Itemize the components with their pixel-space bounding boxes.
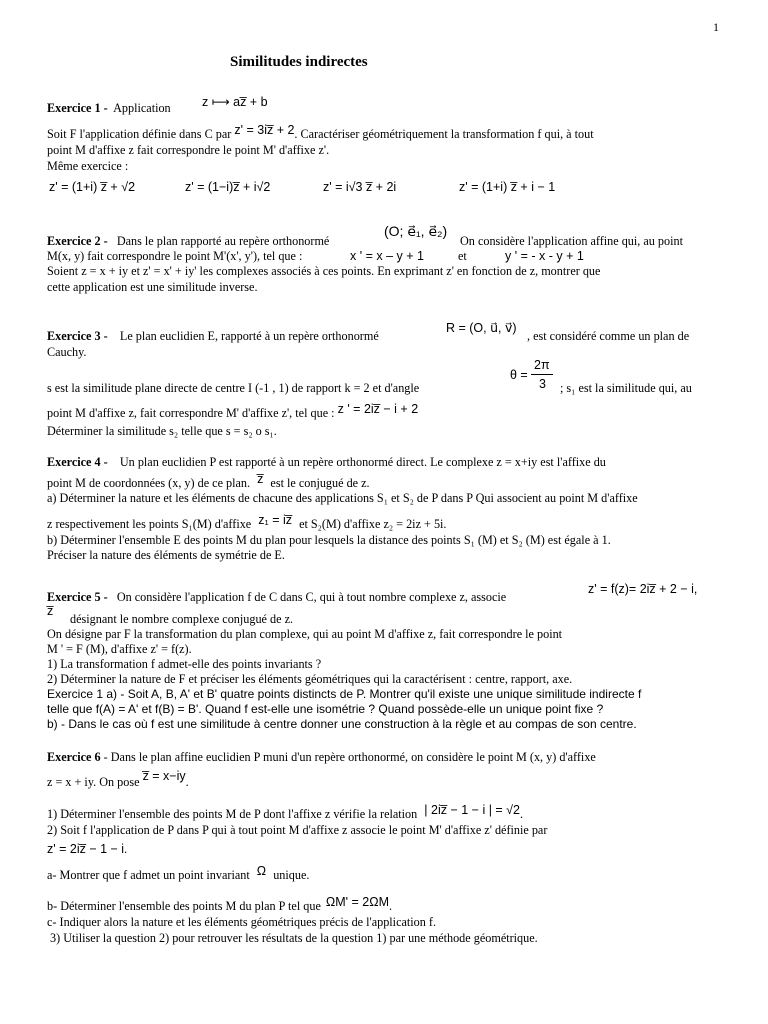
exercise-6-line-7	[47, 895, 393, 913]
exercise-4-line-6: Préciser la nature des éléments de symétrie de E.	[47, 548, 285, 562]
ex3-text-a: Le plan euclidien E, rapporté à un repère orthonormé	[119, 329, 379, 343]
exercise-1-formula-3: z' = i√3 z̅ + 2i	[323, 180, 397, 194]
ex4-text-1: Un plan euclidien P est rapporté à un repère orthonormé direct. Le complexe z = x+iy est l'affixe du	[119, 455, 606, 469]
exercise-4-label: Exercice 4 -	[47, 455, 108, 469]
exercise-6-line-5	[47, 842, 127, 856]
exercise-5-formula	[588, 582, 697, 596]
exercise-6-line-1	[47, 750, 596, 764]
exercise-6-line-2	[47, 769, 189, 789]
ex6-text-6a: a- Montrer que f admet un point invariant	[47, 868, 250, 882]
exercise-5-line-5: 1) La transformation f admet-elle des points invariants ?	[47, 657, 322, 671]
exercise-3-line-4	[47, 402, 419, 420]
ex4-zbar: z̅	[257, 472, 264, 486]
ex6-formula-zbar: z̅ = x−iy	[142, 769, 186, 783]
page-number: 1	[713, 20, 719, 34]
ex6-formula-map: z' = 2iz̅ − 1 − i	[47, 842, 125, 856]
exercise-4-line-1	[47, 455, 606, 469]
ex4-text-2a: point M de coordonnées (x, y) de ce plan.	[47, 476, 251, 490]
exercise-1-line-3: Même exercice :	[47, 159, 129, 173]
omega-symbol: Ω	[256, 864, 267, 878]
exercise-6-line-9: 3) Utiliser la question 2) pour retrouver les résultats de la question 1) par une méthode géométrique.	[50, 931, 538, 945]
page-title: Similitudes indirectes	[230, 54, 368, 70]
ex2-text-a: Dans le plan rapporté au repère orthonormé	[116, 234, 330, 248]
exercise-5-line-6: 2) Déterminer la nature de F et préciser les éléments géométriques qui la caractérisent : centre, rapport, axe.	[47, 672, 573, 686]
exercise-1-formula-2: z' = (1−i)z̅ + i√2	[185, 180, 271, 194]
exercise-3-line-1-end: , est considéré comme un plan de	[527, 329, 690, 343]
exercise-1-line-2: point M d'affixe z fait correspondre le point M' d'affixe z'.	[47, 143, 330, 157]
ex3-formula: z ' = 2iz̅ − i + 2	[337, 402, 419, 416]
exercise-3-line-3: s est la similitude plane directe de centre I (-1 , 1) de rapport k = 2 et d'angle	[47, 381, 420, 395]
exercise-3-angle-numerator: 2π	[534, 358, 550, 372]
exercise-4-line-3: a) Déterminer la nature et les éléments de chacune des applications S₁ et S₂ de P dans P Qui associent au point M d'affixe	[47, 491, 638, 505]
exercise-6-label: Exercice 6	[47, 750, 101, 764]
exercise-2-et: et	[458, 249, 467, 263]
fraction-bar	[531, 374, 553, 375]
exercise-2-line-1	[47, 234, 329, 248]
exercise-2-eq-1: x ' = x – y + 1	[350, 249, 424, 263]
exercise-1-app-formula: z ⟼ az̅ + b	[202, 95, 268, 109]
ex6-formula-modulus: | 2iz̅ − 1 − i | = √2	[424, 803, 520, 817]
exercise-1-formula-1: z' = (1+i) z̅ + √2	[49, 180, 136, 194]
exercise-2-line-1-end: On considère l'application affine qui, au point	[460, 234, 683, 248]
exercise-5-line-9: b) - Dans le cas où f est une similitude à centre donner une construction à la règle et au compas de son centre.	[47, 717, 637, 731]
exercise-2-label: Exercice 2 -	[47, 234, 108, 248]
exercise-5-line-3: On désigne par F la transformation du plan complexe, qui au point M d'affixe z, fait correspondre le point	[47, 627, 563, 641]
exercise-3-line-1	[47, 329, 379, 343]
ex6-text-2a: z = x + iy. On pose	[47, 775, 140, 789]
ex5-comma: ,	[693, 582, 698, 596]
exercise-2-line-4: cette application est une similitude inverse.	[47, 280, 258, 294]
ex6-text-7a: b- Déterminer l'ensemble des points M du plan P tel que	[47, 899, 321, 913]
exercise-4-line-4	[47, 513, 447, 531]
exercise-3-angle-denominator: 3	[539, 377, 546, 391]
exercise-5-line-8: telle que f(A) = A' et f(B) = B'. Quand f est-elle une isométrie ? Quand possède-elle un unique point fixe ?	[47, 702, 604, 716]
exercise-1-heading	[47, 101, 171, 115]
exercise-4-line-2	[47, 472, 370, 490]
exercise-3-line-3-end: ; s₁ est la similitude qui, au	[560, 381, 692, 395]
ex4-formula: z₁ = iz̅	[258, 513, 293, 527]
ex6-text-3b: .	[520, 807, 524, 821]
exercise-3-line-2: Cauchy.	[47, 345, 87, 359]
exercise-3-line-5: Déterminer la similitude s₂ telle que s = s₂ o s₁.	[47, 424, 277, 438]
ex5-formula: z' = f(z)= 2iz̅ + 2 − i	[588, 582, 694, 596]
exercise-6-line-3	[47, 803, 524, 821]
ex6-text-7b: .	[389, 899, 393, 913]
ex6-formula-vector: ΩM' = 2ΩM	[325, 895, 390, 909]
exercise-3-label: Exercice 3 -	[47, 329, 108, 343]
exercise-3-theta: θ =	[510, 368, 528, 382]
exercise-5-line-4: M ' = F (M), d'affixe z' = f(z).	[47, 642, 192, 656]
exercise-2-frame: (O; e⃗₁, e⃗₂)	[384, 223, 448, 239]
ex4-text-4b: et S₂(M) d'affixe z₂ = 2iz + 5i.	[299, 517, 447, 531]
ex1-text-a: Soit F l'application définie dans C par	[47, 127, 232, 141]
exercise-1-app-word: Application	[113, 101, 171, 115]
exercise-2-line-3: Soient z = x + iy et z' = x' + iy' les complexes associés à ces points. En exprimant z' en fonction de z, montrer que	[47, 264, 601, 278]
exercise-2-line-2: M(x, y) fait correspondre le point M'(x', y'), tel que :	[47, 249, 303, 263]
ex1-formula: z' = 3iz̅ + 2	[234, 123, 295, 137]
ex6-text-6b: unique.	[273, 868, 310, 882]
exercise-6-line-4: 2) Soit f l'application de P dans P qui à tout point M d'affixe z associe le point M' d'affixe z' définie par	[47, 823, 548, 837]
exercise-3-frame: R = (O, u⃗, v⃗)	[446, 321, 517, 335]
exercise-5-zbar: z̅	[47, 604, 54, 618]
exercise-5-line-2: désignant le nombre complexe conjugué de z.	[70, 612, 294, 626]
ex6-text-5b: .	[124, 842, 128, 856]
exercise-5-line-1	[47, 590, 506, 604]
ex4-text-4a: z respectivement les points S₁(M) d'affixe	[47, 517, 252, 531]
ex6-text-3a: 1) Déterminer l'ensemble des points M de P dont l'affixe z vérifie la relation	[47, 807, 418, 821]
ex6-text-2b: .	[185, 775, 189, 789]
exercise-2-eq-2: y ' = - x - y + 1	[505, 249, 584, 263]
exercise-6-line-8: c- Indiquer alors la nature et les éléments géométriques précis de l'application f.	[47, 915, 437, 929]
exercise-1-label: Exercice 1 -	[47, 101, 108, 115]
ex4-text-2b: est le conjugué de z.	[270, 476, 370, 490]
ex5-text-1a: On considère l'application f de C dans C, qui à tout nombre complexe z, associe	[116, 590, 507, 604]
ex3-text-4a: point M d'affixe z, fait correspondre M' d'affixe z', tel que :	[47, 406, 335, 420]
exercise-1-formula-4: z' = (1+i) z̅ + i − 1	[459, 180, 556, 194]
ex6-text-1: - Dans le plan affine euclidien P muni d'un repère orthonormé, on considère le point M (x, y) d'affixe	[103, 750, 596, 764]
exercise-4-line-5: b) Déterminer l'ensemble E des points M du plan pour lesquels la distance des points S₁ (M) et S₂ (M) est égale à 1.	[47, 533, 611, 547]
exercise-6-line-6	[47, 864, 310, 882]
exercise-5-line-7: Exercice 1 a) - Soit A, B, A' et B' quatre points distincts de P. Montrer qu'il existe une unique similitude indirecte f	[47, 687, 642, 701]
exercise-1-line-1	[47, 123, 594, 141]
ex1-text-b: . Caractériser géométriquement la transformation f qui, à tout	[294, 127, 594, 141]
exercise-5-label: Exercice 5 -	[47, 590, 108, 604]
